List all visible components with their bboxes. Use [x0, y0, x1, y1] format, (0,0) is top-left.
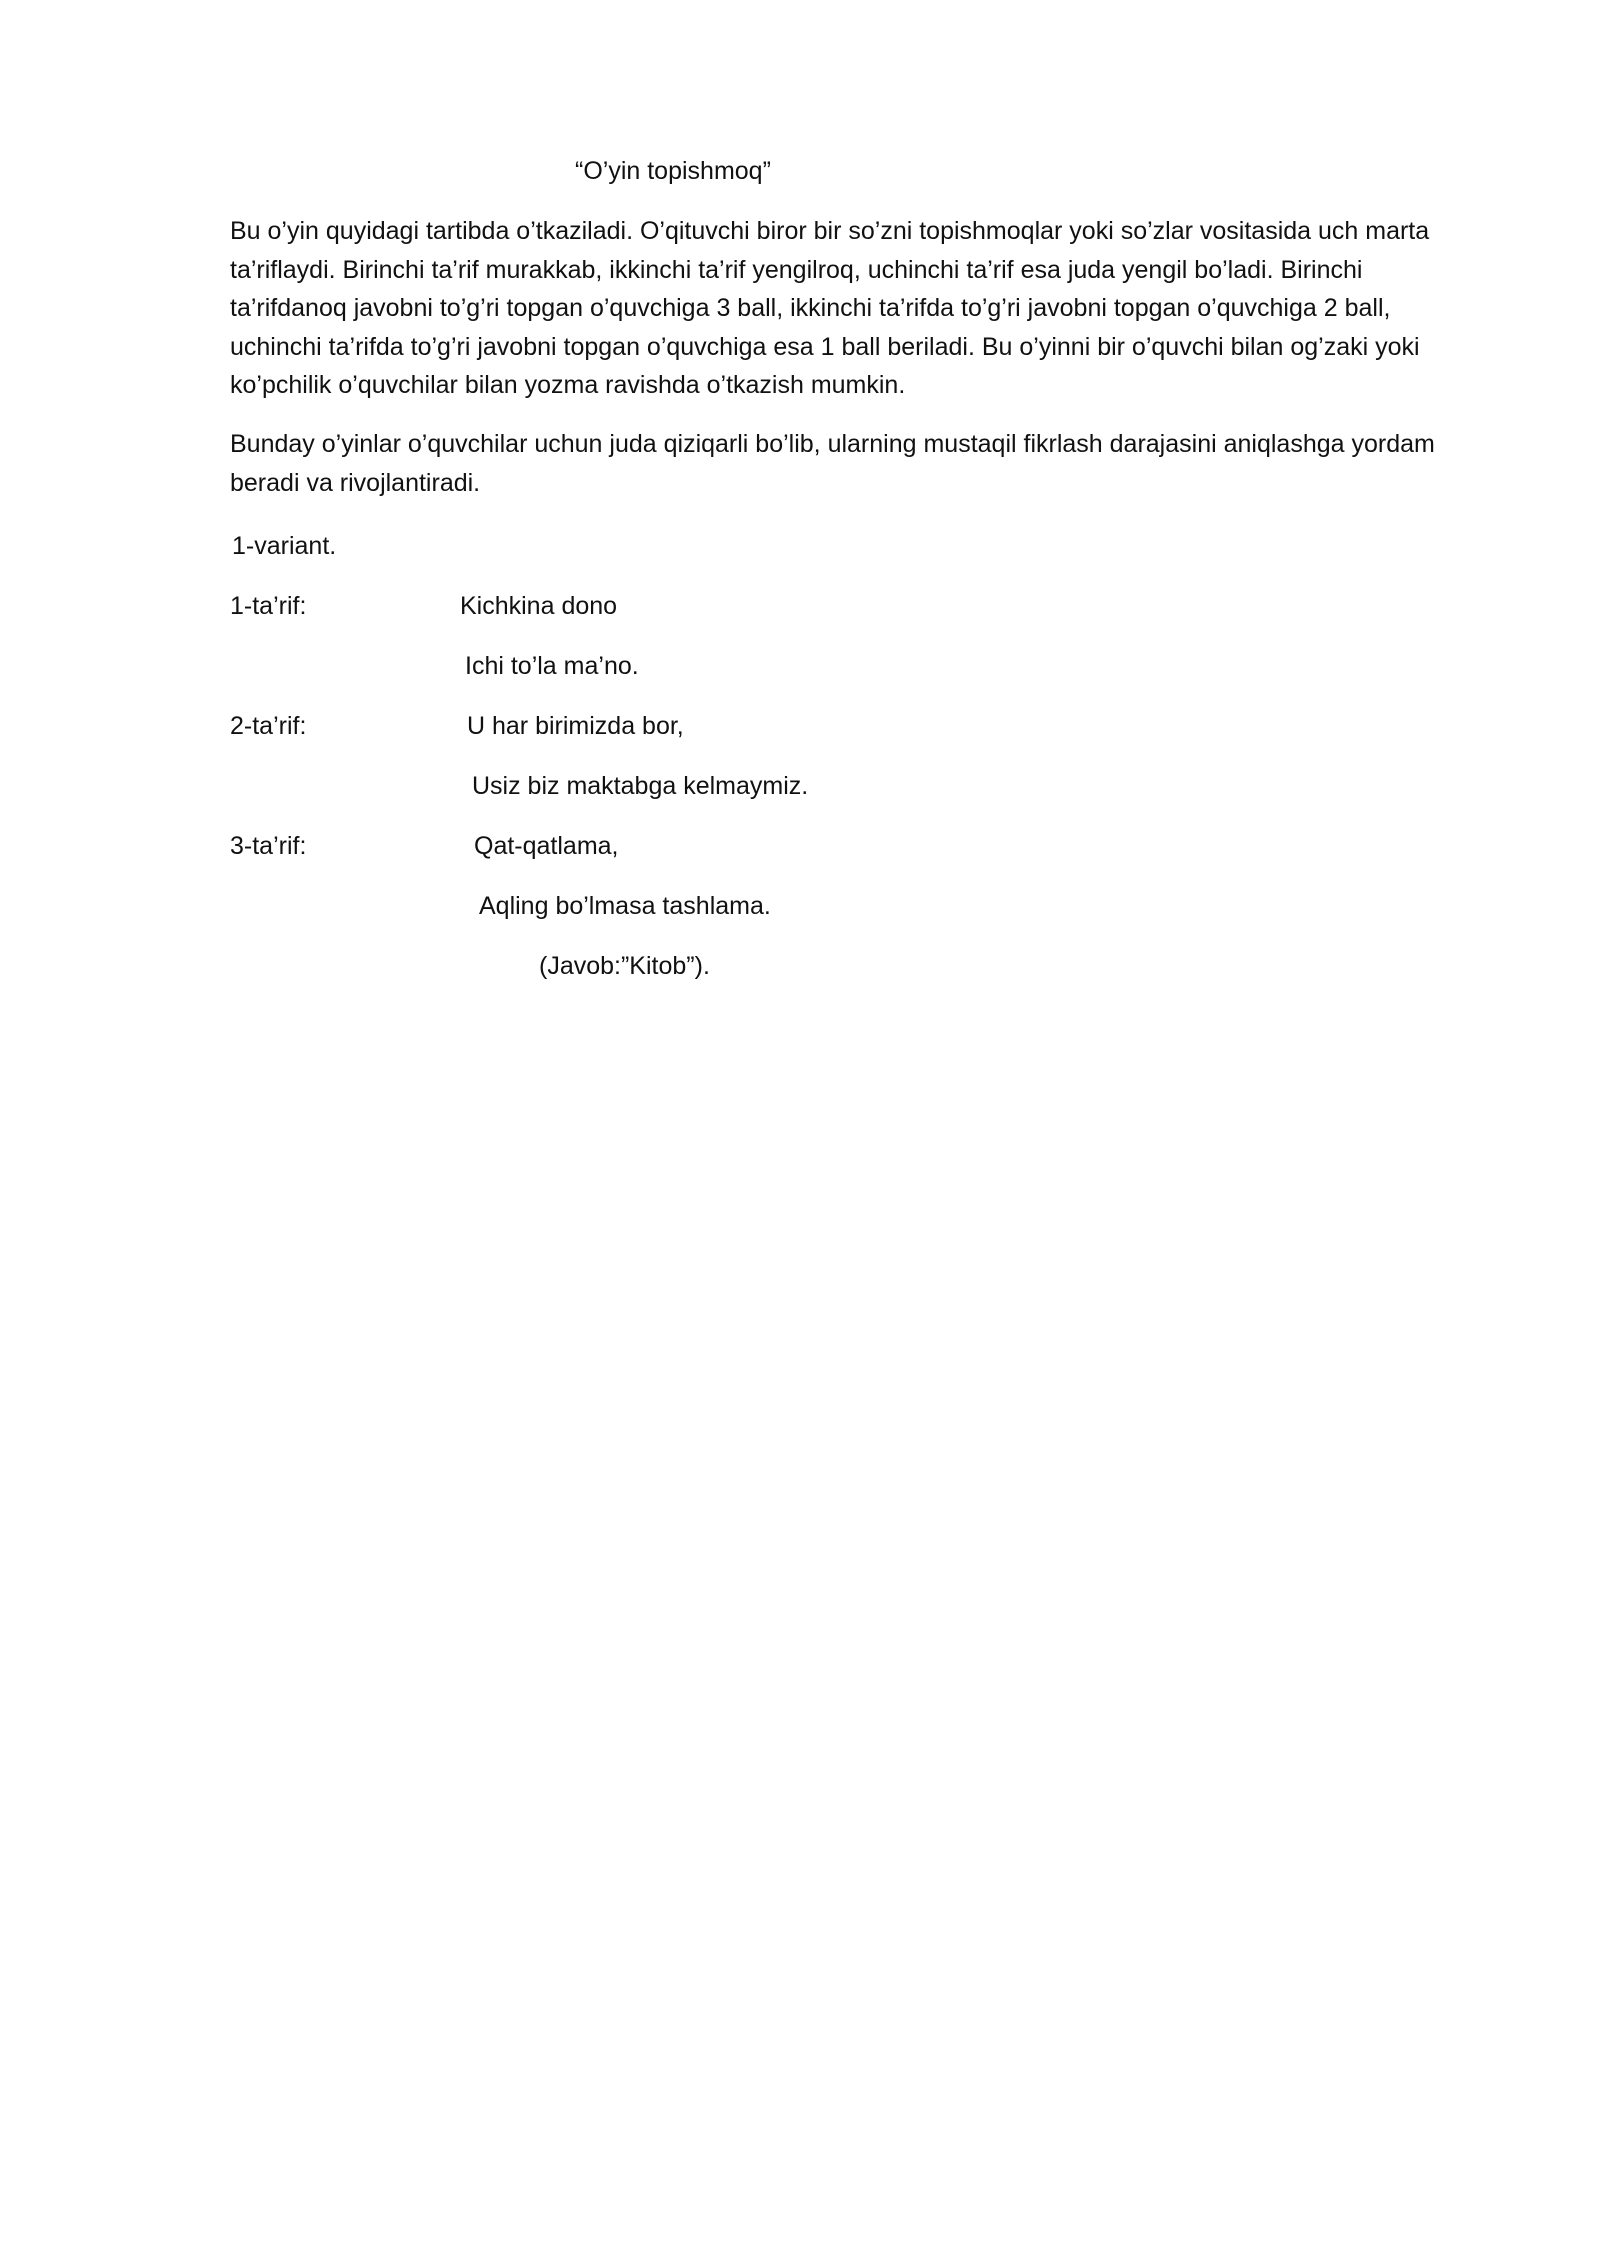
- paragraph-rules: Bu o’yin quyidagi tartibda o’tkaziladi. O’qituvchi biror bir so’zni topishmoqlar yoki so’zlar vositasida uch marta ta’riflaydi. Birinchi ta’rif murakkab, ikkinchi ta’rif yengilroq, uchinchi ta’rif esa juda yengil bo’ladi. Birinchi ta’rifdanoq javobni to’g’ri topgan o’quvchiga 3 ball, ikkinchi ta’rifda to’g’ri javobni topgan o’quvchiga 2 ball, uchinchi ta’rifda to’g’ri javobni topgan o’quvchiga esa 1 ball beriladi. Bu o’yinni bir o’quvchi bilan og’zaki yoki ko’pchilik o’quvchilar bilan yozma ravishda o’tkazish mumkin.: [230, 217, 1430, 399]
- answer-text: (Javob:”Kitob”).: [539, 952, 710, 980]
- definition-label-2: 2-ta’rif:: [230, 712, 307, 740]
- definition-label-1: 1-ta’rif:: [230, 592, 307, 620]
- definition-1-line-2: Ichi to’la ma’no.: [465, 652, 639, 680]
- definition-2-line-1: U har birimizda bor,: [467, 712, 684, 740]
- definition-3-line-2: Aqling bo’lmasa tashlama.: [479, 892, 771, 920]
- definition-2-line-2: Usiz biz maktabga kelmaymiz.: [472, 772, 809, 800]
- definition-1-line-1: Kichkina dono: [460, 592, 618, 620]
- variant-heading: 1-variant.: [232, 532, 337, 560]
- paragraph-benefits: Bunday o’yinlar o’quvchilar uchun juda qiziqarli bo’lib, ularning mustaqil fikrlash darajasini aniqlashga yordam beradi va rivojlantiradi.: [230, 430, 1435, 497]
- definition-label-3: 3-ta’rif:: [230, 832, 307, 860]
- document-title: “O’yin topishmoq”: [575, 157, 771, 185]
- definition-3-line-1: Qat-qatlama,: [474, 832, 619, 860]
